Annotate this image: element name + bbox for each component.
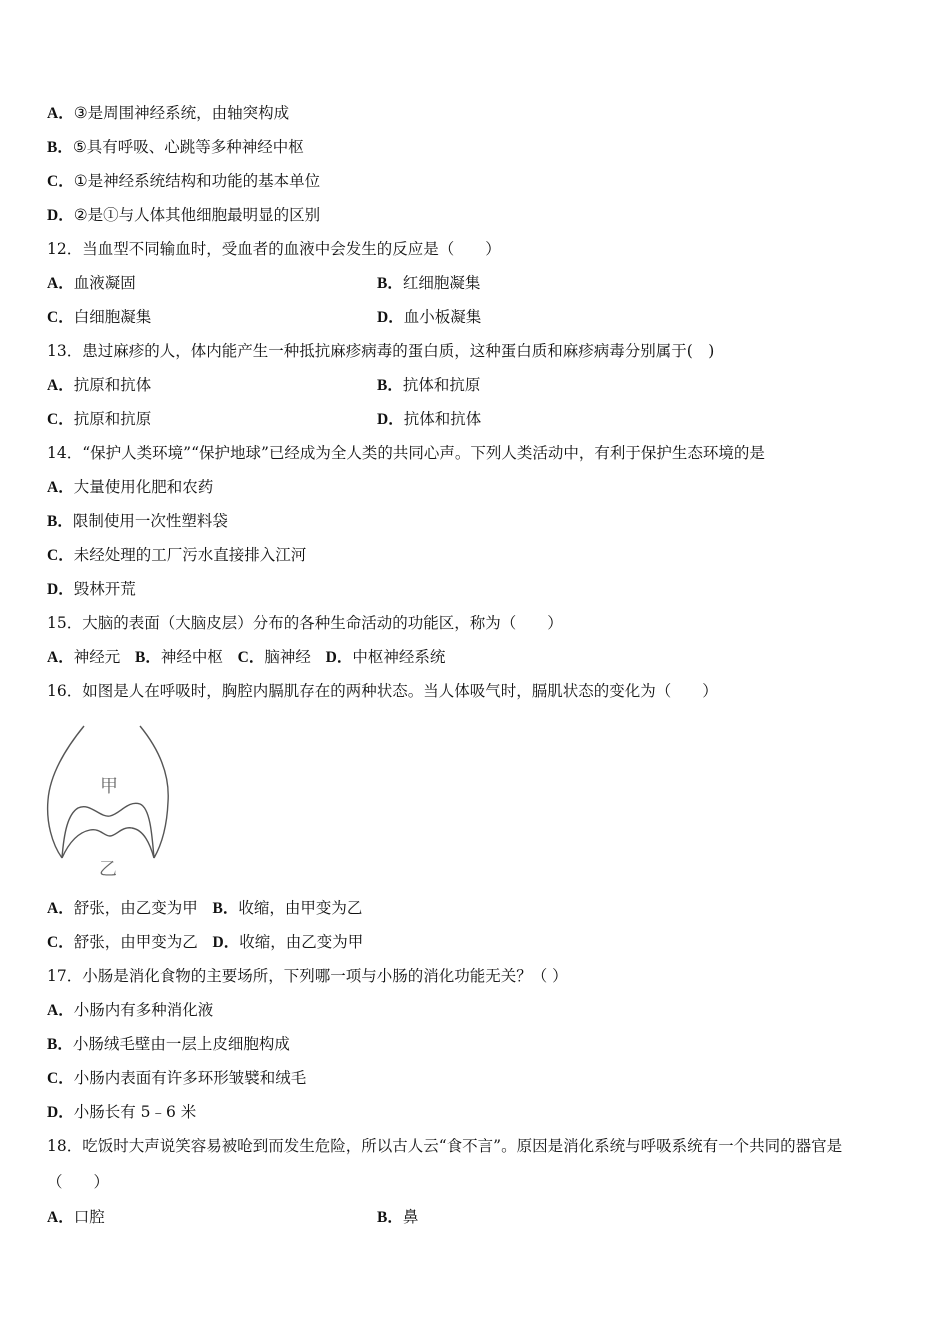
option-letter: A． (47, 1002, 74, 1019)
option-text: 限制使用一次性塑料袋 (72, 512, 228, 530)
q13-option-b (377, 375, 480, 396)
option-letter: D． (377, 411, 404, 428)
option-text: 白细胞凝集 (73, 308, 152, 326)
q16-options-row2 (47, 932, 363, 953)
option-text: 抗原和抗原 (73, 410, 152, 428)
option-text: 收缩，由甲变为乙 (238, 899, 363, 917)
option-text: 收缩，由乙变为甲 (239, 933, 364, 951)
option-text: 中枢神经系统 (352, 648, 446, 666)
option-text: ⑤具有呼吸、心跳等多种神经中枢 (72, 138, 304, 156)
option-text: ②是①与人体其他细胞最明显的区别 (73, 206, 321, 224)
option-letter: C． (47, 411, 74, 428)
option-letter: C． (47, 934, 74, 951)
option-letter: D． (325, 649, 353, 666)
option-letter: C． (47, 1070, 74, 1087)
option-text: 血液凝固 (73, 274, 136, 292)
chest-wall-right (140, 726, 168, 858)
option-text: 未经处理的工厂污水直接排入江河 (73, 546, 307, 564)
q12-stem: 12．当血型不同输血时，受血者的血液中会发生的反应是（ ） (47, 240, 501, 258)
option-text: 大量使用化肥和农药 (73, 478, 214, 496)
diaphragm-curve-jia (62, 803, 154, 858)
label-yi: 乙 (99, 859, 117, 880)
q14-option-a (47, 477, 213, 498)
option-letter: C． (47, 547, 74, 564)
q13-options-row1 (47, 375, 481, 396)
option-text: 抗原和抗体 (73, 376, 152, 394)
option-letter: B． (47, 513, 73, 530)
q12-option-b (377, 273, 480, 294)
option-letter: B． (377, 1209, 403, 1226)
option-text: 抗体和抗原 (402, 376, 481, 394)
q11-option-c (47, 171, 320, 192)
option-text: 神经中枢 (160, 648, 223, 666)
option-text: 神经元 (73, 648, 121, 666)
q15-stem: 15．大脑的表面（大脑皮层）分布的各种生命活动的功能区，称为（ ） (47, 614, 563, 632)
option-text: 血小板凝集 (403, 308, 482, 326)
q17-option-a (47, 1000, 213, 1021)
q17-option-d (47, 1102, 196, 1123)
q14-option-c (47, 545, 306, 566)
option-letter: B． (377, 275, 403, 292)
q13-options-row2 (47, 409, 482, 430)
option-letter: D． (47, 581, 74, 598)
option-letter: B． (47, 139, 73, 156)
q18-stem: 18．吃饭时大声说笑容易被呛到而发生危险，所以古人云“食不言”。原因是消化系统与呼吸系统有一个共同的器官是 (47, 1137, 843, 1155)
q12-option-d (377, 307, 481, 328)
q18-option-b (377, 1207, 418, 1228)
option-letter: D． (212, 934, 240, 951)
option-letter: A． (47, 479, 74, 496)
option-text: 毁林开荒 (73, 580, 136, 598)
option-text: 脑神经 (264, 648, 311, 666)
q13-option-d (377, 409, 481, 430)
option-letter: B． (135, 649, 161, 666)
q14-option-b (47, 511, 228, 532)
diaphragm-diagram (44, 722, 172, 880)
option-letter: C． (237, 649, 265, 666)
q16-stem: 16．如图是人在呼吸时，胸腔内膈肌存在的两种状态。当人体吸气时，膈肌状态的变化为（ ） (47, 682, 718, 700)
q16-options-row1 (47, 898, 362, 919)
q18-stem-cont: （ ） (47, 1173, 110, 1191)
option-text: 口腔 (73, 1208, 105, 1226)
diaphragm-curve-yi (62, 828, 154, 858)
option-text: ①是神经系统结构和功能的基本单位 (73, 172, 321, 190)
option-letter: C． (47, 173, 74, 190)
option-letter: C． (47, 309, 74, 326)
q14-stem: 14．“保护人类环境”“保护地球”已经成为全人类的共同心声。下列人类活动中，有利于保护生态环境的是 (47, 444, 765, 462)
option-text: 舒张，由甲变为乙 (73, 933, 198, 951)
option-letter: A． (47, 377, 74, 394)
option-text: 小肠内有多种消化液 (73, 1001, 214, 1019)
q17-option-b (47, 1034, 290, 1055)
q17-option-c (47, 1068, 306, 1089)
option-text: ③是周围神经系统，由轴突构成 (73, 104, 290, 122)
option-letter: D． (377, 309, 404, 326)
q14-option-d (47, 579, 136, 600)
option-letter: A． (47, 1209, 74, 1226)
chest-wall-left (48, 726, 84, 858)
option-letter: A． (47, 275, 74, 292)
option-letter: A． (47, 649, 74, 666)
option-text: 小肠绒毛壁由一层上皮细胞构成 (72, 1035, 290, 1053)
diaphragm-figure (44, 722, 172, 880)
option-text: 红细胞凝集 (402, 274, 481, 292)
q17-stem: 17．小肠是消化食物的主要场所，下列哪一项与小肠的消化功能无关？（ ） (47, 967, 568, 985)
q12-options-row2 (47, 307, 482, 328)
option-text: 鼻 (402, 1208, 419, 1226)
option-letter: A． (47, 900, 74, 917)
option-letter: B． (377, 377, 403, 394)
q12-options-row1 (47, 273, 481, 294)
label-jia: 甲 (100, 776, 118, 797)
q15-options-row (47, 647, 445, 668)
q11-option-d (47, 205, 320, 226)
option-letter: B． (47, 1036, 73, 1053)
q13-stem: 13．患过麻疹的人，体内能产生一种抵抗麻疹病毒的蛋白质，这种蛋白质和麻疹病毒分别属于( ) (47, 342, 715, 360)
option-text: 小肠长有 5﹣6 米 (73, 1103, 197, 1121)
option-letter: D． (47, 207, 74, 224)
option-text: 小肠内表面有许多环形皱襞和绒毛 (73, 1069, 307, 1087)
option-text: 抗体和抗体 (403, 410, 482, 428)
option-text: 舒张，由乙变为甲 (73, 899, 198, 917)
q11-option-a (47, 103, 289, 124)
q18-options-row1 (47, 1207, 419, 1228)
option-letter: A． (47, 105, 74, 122)
option-letter: B． (212, 900, 239, 917)
option-letter: D． (47, 1104, 74, 1121)
q11-option-b (47, 137, 304, 158)
